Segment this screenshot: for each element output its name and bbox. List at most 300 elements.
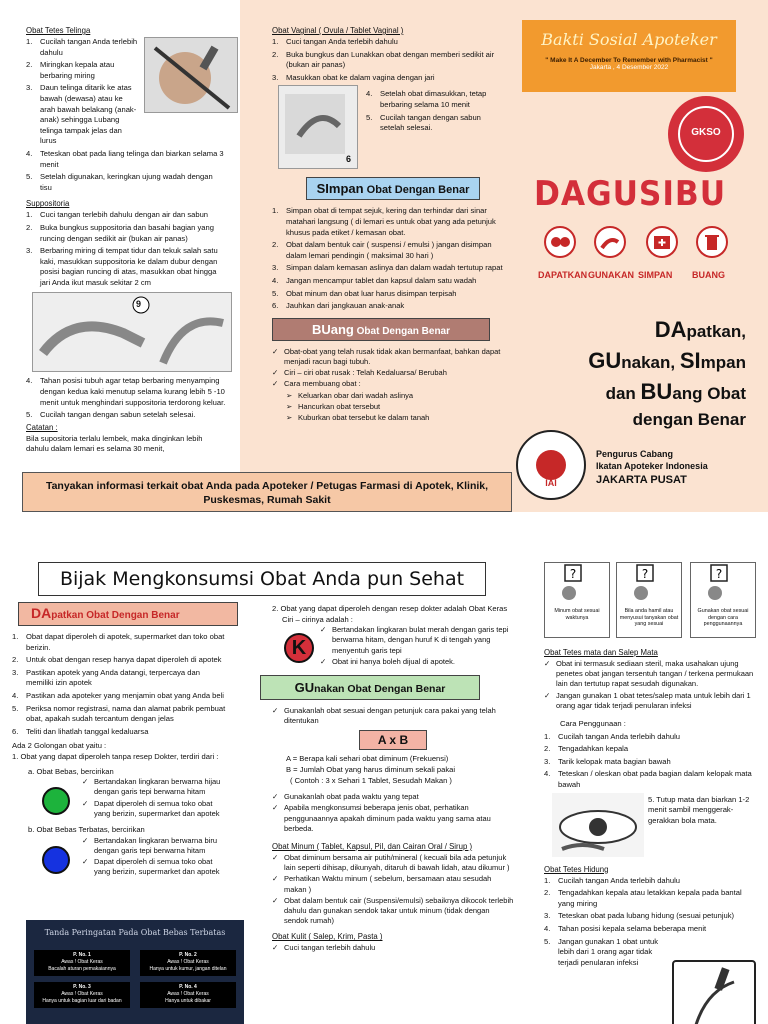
item-text: Obat dalam bentuk cair ( suspensi / emulsi ) jangan disimpan dalam lemari pendingin ( maksimal 30 hari ): [286, 240, 492, 260]
illustration-number: 9: [136, 299, 142, 310]
column-use: [240, 600, 528, 1024]
item-text: Apabila mengkonsumsi beberapa jenis obat, perhatikan penggunaannya apakah diminum pada waktu yang sama atau berbeda.: [284, 803, 491, 833]
list-item: [26, 37, 138, 58]
arrow-bullet-icon: ➢: [286, 390, 293, 400]
advice-box: [616, 562, 682, 638]
warning-card: [34, 950, 130, 976]
list-item: [82, 777, 226, 797]
item-number: 2.: [544, 744, 551, 754]
advice-box: [544, 562, 610, 638]
tag2-rest2: mpan: [700, 353, 746, 372]
item-text: Obat-obat yang telah rusak tidak akan bermanfaat, bahkan dapat menjadi racun bagi tubuh.: [284, 346, 501, 366]
iai-line2: Ikatan Apoteker Indonesia: [596, 461, 708, 471]
advice-box: [690, 562, 756, 638]
item-text: Obat ini hanya boleh dijual di apotek.: [332, 656, 456, 666]
list-item: [272, 853, 514, 873]
note-title: Catatan :: [26, 422, 58, 432]
warning-card-line: P. No. 4: [179, 984, 197, 990]
dapatkan-big: DA: [31, 605, 52, 621]
check-icon: ✓: [82, 798, 89, 808]
item-number: 4.: [366, 89, 373, 99]
item-text: Cucilah tangan Anda terlebih dahulu: [558, 875, 681, 885]
keras-items: [320, 625, 514, 667]
warning-signs-panel: [26, 920, 244, 1024]
iai-block: [512, 428, 748, 508]
bebas-title: a. Obat Bebas, bercirikan: [28, 766, 114, 776]
check-icon: ✓: [544, 659, 551, 668]
simpan-rest: Obat Dengan Benar: [363, 184, 470, 197]
list-item: [366, 89, 496, 110]
dagusibu-wordmark: DAGUSIBU: [534, 174, 727, 214]
ear-steps: [26, 37, 138, 147]
item-number: 1.: [26, 37, 33, 46]
item-number: 1.: [544, 875, 551, 885]
check-icon: ✓: [544, 690, 551, 700]
axb-box: A x B: [359, 730, 427, 750]
ear-drop-illustration: [144, 37, 238, 113]
tag2-rest: nakan,: [621, 353, 680, 372]
item-text: Perhatikan Waktu minum ( sebelum, bersamaan atau sesudah makan ): [284, 874, 492, 894]
iai-logo-text: IAI: [545, 478, 557, 488]
axb-a: A = Berapa kali sehari obat diminum (Frekuensi): [286, 754, 449, 764]
item-text: Miringkan kepala atau berbaring miring: [40, 60, 115, 80]
event-banner: [522, 20, 736, 92]
svg-text:?: ?: [715, 567, 723, 581]
list-item: [26, 60, 138, 81]
check-icon: ✓: [82, 856, 89, 866]
list-item: [320, 625, 514, 656]
item-number: 6.: [12, 726, 19, 736]
skin-items: [272, 943, 514, 953]
item-number: 2.: [26, 60, 33, 70]
dagusibu-label: BUANG: [692, 270, 725, 280]
list-item: [544, 937, 668, 969]
item-number: 6.: [272, 301, 279, 311]
item-text: Obat ini termasuk sediaan steril, maka usahakan ujung penetes obat jangan tersentuh tangan / terkena permukaan lain dan tertutup rapat sesudah digunakan.: [556, 659, 754, 689]
item-text: Pastikan ada apoteker yang menjamin obat yang Anda beli: [26, 690, 224, 700]
item-text: Keluarkan obar dari wadah aslinya: [298, 390, 414, 400]
note-text: Bila supositoria terlalu lembek, maka dinginkan lebih dahulu dalam lemari es selama 30 menit,: [26, 433, 203, 454]
advice-caption: Gunakan obat sesuai dengan cara penggunaannya: [697, 608, 749, 628]
item-number: 5.: [26, 410, 33, 420]
item-text: Gunakanlah obat pada waktu yang tepat: [284, 792, 419, 802]
check-icon: ✓: [272, 803, 279, 813]
vaginal-steps: [272, 37, 514, 83]
warning-card-line: Hanya untuk kumur, jangan ditelan: [149, 966, 227, 972]
suppository-illustration: [32, 292, 232, 372]
ear-title: Obat Tetes Telinga: [26, 26, 91, 35]
list-item: [82, 857, 226, 877]
warning-card-line: Awas ! Obat Keras: [61, 991, 103, 997]
illustration-number: 6: [345, 154, 351, 165]
item-text: Simpan dalam kemasan aslinya dan dalam wadah tertutup rapat: [286, 263, 503, 273]
tag2-big2: SI: [679, 348, 701, 373]
list-item: [544, 659, 754, 690]
item-text: Teliti dan lihatlah tanggal kedaluarsa: [26, 726, 149, 736]
item-number: 4.: [544, 769, 551, 779]
item-text: Daun telinga ditarik ke atas bawah (dewasa) atau ke arah bawah belakang (anak-anak) sehingga Lubang telinga tampak jelas dan lurus: [40, 83, 137, 146]
list-item: [26, 172, 226, 193]
use-items-continued: [272, 792, 514, 834]
tag3-big: BU: [640, 379, 673, 404]
hand-pill-icon: [594, 226, 626, 258]
item-text: Jangan mencampur tablet dan kapsul dalam satu wadah: [286, 275, 477, 285]
green-circle-icon: [42, 787, 70, 815]
item-text: Buka bungkus dan Lunakkan obat dengan memberi sedikit air (bukan air panas): [286, 49, 495, 70]
check-icon: ✓: [272, 346, 279, 356]
list-item: [272, 896, 514, 927]
dagusibu-label: DAPATKAN: [538, 270, 588, 280]
simpan-header: [272, 177, 514, 200]
item-text: Hancurkan obat tersebut: [298, 401, 381, 411]
item-number: 1.: [272, 206, 279, 216]
dapatkan-header: [18, 602, 238, 626]
list-item: [366, 113, 496, 134]
item-text: Tahan posisi kepala selama beberapa menit: [558, 923, 707, 933]
item-text: Tengadahkan kepala: [558, 744, 629, 754]
item-text: Cuci tangan Anda terlebih dahulu: [286, 37, 398, 46]
item-number: 3.: [26, 83, 33, 93]
check-icon: ✓: [272, 379, 279, 389]
gunakan-header: [260, 675, 514, 700]
list-item: [82, 799, 226, 819]
item-text: Cuci tangan terlebih dahulu dengan air dan sabun: [40, 210, 209, 220]
trash-icon: [696, 226, 728, 258]
warning-card-line: P. No. 3: [73, 984, 91, 990]
event-quote: " Make It A December To Remember with Pharmacist ": [545, 57, 713, 64]
vaginal-illustration: [278, 85, 358, 169]
pills-icon: [544, 226, 576, 258]
advice-caption: Minum obat sesuai waktunya: [554, 608, 600, 621]
k-letter: K: [291, 637, 307, 660]
warning-card-line: Awas ! Obat Keras: [167, 959, 209, 965]
list-item: [544, 888, 754, 909]
dagusibu-icons: [536, 226, 736, 266]
list-item: [544, 876, 754, 887]
list-item: [286, 413, 514, 423]
page-gap: [0, 512, 768, 548]
golongan-text: Ada 2 Golongan obat yaitu :: [12, 741, 107, 751]
item-number: 1.: [26, 210, 33, 220]
list-item: [272, 943, 514, 953]
dagusibu-label: SIMPAN: [638, 270, 673, 280]
item-number: 2.: [544, 888, 551, 898]
tag1-big: DA: [654, 317, 687, 342]
store-steps: [272, 206, 514, 311]
warning-card-line: P. No. 2: [179, 952, 197, 958]
item-text: Bertandakan lingkaran bulat merah dengan garis tepi berwarna hitam, dengan huruf K di tengah yang menyentuh garis tepi: [332, 625, 509, 655]
svg-text:?: ?: [569, 567, 577, 581]
column-eye-nose: [528, 562, 768, 1024]
warning-card-line: Awas ! Obat Keras: [167, 991, 209, 997]
iai-line1: Pengurus Cabang: [596, 449, 674, 459]
ear-steps-continued: [26, 149, 226, 193]
list-item: [12, 655, 226, 666]
list-item: [26, 83, 138, 147]
keras-ciri: Ciri – cirinya adalah :: [282, 614, 353, 624]
item-text: Kuburkan obat tersebut ke dalam tanah: [298, 412, 430, 422]
list-item: [12, 691, 226, 702]
item-number: 5.: [366, 112, 373, 122]
eye-items: [544, 659, 754, 711]
item-number: 3.: [544, 756, 551, 766]
gunakan-big: GU: [294, 680, 315, 695]
list-item: [286, 391, 514, 401]
list-item: [286, 402, 514, 412]
item-text: Periksa nomor registrasi, nama dan alamat pabrik pembuat obat, apakah sudah tercantum dengan jelas: [26, 703, 226, 724]
dispose-subitems: [286, 391, 514, 424]
check-icon: ✓: [320, 656, 327, 666]
list-item: [26, 410, 226, 421]
item-text: Jauhkan dari jangkauan anak-anak: [286, 301, 405, 311]
check-icon: ✓: [82, 777, 89, 787]
buang-rest: Obat Dengan Benar: [353, 325, 451, 337]
dispose-items: [272, 347, 514, 390]
list-item: [272, 73, 514, 84]
item-text: Obat dapat diperoleh di apotek, supermarket dan toko obat berizin.: [26, 632, 225, 652]
list-item: [272, 263, 514, 274]
item-text: Obat diminum bersama air putih/mineral ( kecuali bila ada petunjuk lain seperti dihisap, dikunyah, ditaruh di bawah lidah, atau dikumur ): [284, 853, 510, 873]
item-text: Cucilah tangan dengan sabun setelah selesai.: [380, 112, 481, 133]
suppository-title: Suppositoria: [26, 199, 70, 209]
buang-header: [272, 318, 514, 341]
item-number: 2.: [26, 222, 33, 232]
keras-intro: 2. Obat yang dapat diperoleh dengan resep dokter adalah Obat Keras: [272, 604, 508, 613]
list-item: [544, 732, 754, 743]
question-icon: [617, 563, 681, 603]
terbatas-items: [82, 836, 226, 878]
list-item: [26, 149, 226, 170]
list-item: [544, 769, 754, 790]
warning-card-line: Awas ! Obat Keras: [61, 959, 103, 965]
item-text: Tarik kelopak mata bagian bawah: [558, 756, 671, 766]
tag3-pre: dan: [605, 384, 641, 403]
axb-b: B = Jumlah Obat yang harus diminum sekali pakai: [286, 765, 456, 774]
advice-caption: Bila anda hamil atau menyusui tanyakan obat yang sesuai: [619, 608, 679, 628]
list-item: [12, 668, 226, 689]
list-item: [272, 301, 514, 312]
item-text: Jangan gunakan 1 obat untuk lebih dari 1 orang agar tidak terjadi penularan infeksi: [558, 936, 659, 967]
list-item: [272, 50, 514, 71]
column-ear-suppository: [0, 0, 240, 512]
item-number: 4.: [26, 148, 33, 158]
item-number: 3.: [26, 246, 33, 256]
suppository-steps-continued: [26, 376, 226, 420]
check-icon: ✓: [82, 835, 89, 845]
advice-boxes: [544, 562, 754, 640]
list-item: [12, 632, 226, 653]
list-item: [272, 368, 514, 378]
warning-card-line: P. No. 1: [73, 952, 91, 958]
list-item: [544, 691, 754, 711]
list-item: [12, 704, 226, 725]
list-item: [272, 206, 514, 238]
warning-card: [34, 982, 130, 1008]
item-text: Cuci tangan terlebih dahulu: [284, 943, 376, 953]
item-number: 4.: [272, 275, 279, 285]
item-text: Dapat diperoleh di semua toko obat yang berizin, supermarket dan apotek: [94, 798, 220, 818]
warning-title: Tanda Peringatan Pada Obat Bebas Terbatas: [44, 928, 226, 937]
use-items: [272, 706, 514, 726]
list-item: [26, 223, 226, 244]
question-icon: [691, 563, 755, 603]
item-text: Berbaring miring di tempat tidur dan tekuk salah satu kaki, masukkan suppositoria ke dalam dubur dengan posisi bagian runcing di atas, masukkan obat hingga jari Anda ikut masuk sekitar 2 cm: [40, 246, 218, 287]
question-icon: [545, 563, 609, 603]
nose-title: Obat Tetes Hidung: [544, 864, 609, 874]
item-number: 2.: [272, 240, 279, 250]
item-number: 5.: [544, 936, 551, 946]
blue-circle-icon: [42, 846, 70, 874]
item-number: 5.: [12, 703, 19, 713]
list-item: [272, 874, 514, 894]
check-icon: ✓: [272, 943, 279, 953]
item-text: Teteskan obat pada lubang hidung (sesuai petunjuk): [558, 911, 735, 921]
event-date: Jakarta , 4 Desember 2022: [589, 64, 669, 71]
list-item: [320, 657, 514, 667]
item-text: Teteskan obat pada liang telinga dan biarkan selama 3 menit: [40, 148, 224, 169]
axb-c: ( Contoh : 3 x Sehari 1 Tablet, Sesudah Makan ): [290, 775, 452, 785]
item-number: 4.: [544, 923, 551, 933]
item-number: 4.: [12, 690, 19, 700]
tag1-rest: patkan,: [686, 322, 746, 341]
eye-title: Obat Tetes mata dan Salep Mata: [544, 648, 658, 657]
golongan-1: 1. Obat yang dapat diperoleh tanpa resep Dokter, terdiri dari :: [12, 751, 219, 761]
item-number: 3.: [272, 263, 279, 273]
list-item: [26, 246, 226, 288]
tag4: dengan Benar: [632, 410, 746, 429]
warning-card: [140, 950, 236, 976]
item-text: Simpan obat di tempat sejuk, kering dan terhindar dari sinar matahari langsung ( di lemari es untuk obat yang ada petunjuk khusus pada etiket / kemasan obat.: [286, 206, 496, 237]
item-text: Cucilah tangan Anda terlebih dahulu: [40, 37, 138, 57]
item-number: 4.: [26, 376, 33, 386]
leaflet-inside: [0, 548, 768, 1024]
check-icon: ✓: [272, 853, 279, 862]
tag2-big: GU: [588, 348, 622, 373]
list-item: [272, 706, 514, 726]
simpan-big: SImpan: [316, 181, 364, 197]
check-icon: ✓: [272, 792, 279, 802]
item-text: Cara membuang obat :: [284, 379, 361, 389]
obtain-steps: [12, 632, 226, 737]
iai-line3: JAKARTA PUSAT: [596, 474, 687, 486]
list-item: [26, 210, 226, 221]
event-title: Bakti Sosial Apoteker: [541, 30, 717, 49]
item-number: 1.: [544, 731, 551, 741]
item-text: Pastikan apotek yang Anda datangi, terpercaya dan memiliki izin apotek: [26, 667, 200, 688]
oral-items: [272, 853, 514, 926]
list-item: [82, 836, 226, 856]
arrow-bullet-icon: ➢: [286, 412, 293, 422]
warning-card-line: Hanya untuk dibakar: [165, 998, 211, 1004]
check-icon: ✓: [320, 625, 327, 635]
inside-title-box: [38, 562, 486, 596]
tag3-rest: ang Obat: [672, 384, 746, 403]
item-text: Tengadahkan kepala atau letakkan kepala pada bantal yang miring: [558, 888, 742, 908]
list-item: [544, 924, 754, 935]
item-text: Bertandakan lingkaran berwarna hijau dengan garis tepi berwarna hitam: [94, 777, 221, 797]
terbatas-title: b. Obat Bebas Terbatas, bercirikan: [28, 824, 145, 834]
list-item: [272, 347, 514, 367]
warning-card-line: Hanya untuk bagian luar dari badan: [42, 998, 122, 1004]
skin-title: Obat Kulit ( Salep, Krim, Pasta ): [272, 932, 383, 942]
warning-card-line: Bacalah aturan pemakaiannya: [48, 966, 116, 972]
nose-drop-illustration: [672, 960, 756, 1024]
item-text: Obat dalam bentuk cair (Suspensi/emulsi) sebaiknya dikocok terlebih dahulu dan gunakan sendok takar untuk minum (tidak dengan sendok rumah): [284, 895, 514, 926]
item-text: Setelah digunakan, keringkan ujung wadah dengan tisu: [40, 172, 213, 192]
check-icon: ✓: [272, 895, 279, 905]
buang-big: BUang: [311, 321, 354, 337]
list-item: [272, 276, 514, 287]
item-text: Jangan gunakan 1 obat tetes/salep mata untuk lebih dari 1 orang agar tidak terjadi penularan infeksi: [556, 690, 751, 710]
list-item: [272, 240, 514, 261]
eye-step-5: 5. Tutup mata dan biarkan 1-2 menit sambil menggerak-gerakkan bola mata.: [648, 794, 750, 825]
item-text: Untuk obat dengan resep hanya dapat diperoleh di apotek: [26, 655, 222, 665]
warning-card: [140, 982, 236, 1008]
bebas-items: [82, 777, 226, 819]
gkso-logo: [668, 96, 744, 172]
list-item: [544, 744, 754, 755]
suppository-steps: [26, 210, 226, 288]
list-item: [26, 376, 226, 408]
eye-drop-illustration: [552, 793, 644, 857]
item-number: 5.: [26, 172, 33, 182]
item-number: 3.: [272, 72, 279, 82]
list-item: [272, 37, 514, 48]
list-item: [544, 911, 754, 922]
list-item: [544, 757, 754, 768]
item-number: 1.: [12, 632, 19, 641]
item-text: Gunakanlah obat sesuai dengan petunjuk cara pakai yang telah ditentukan: [284, 706, 496, 726]
list-item: [272, 792, 514, 802]
vaginal-steps-continued: [366, 89, 496, 135]
inside-title: Bijak Mengkonsumsi Obat Anda pun Sehat: [59, 568, 465, 590]
item-text: Obat minum dan obat luar harus disimpan terpisah: [286, 288, 457, 298]
item-text: Dapat diperoleh di semua toko obat yang berizin, supermarket dan apotek: [94, 856, 220, 877]
item-text: Bertandakan lingkaran berwarna biru dengan garis tepi berwarna hitam: [94, 835, 217, 855]
arrow-bullet-icon: ➢: [286, 401, 293, 411]
iai-logo: [516, 430, 586, 500]
item-number: 1.: [272, 37, 279, 46]
item-text: Cucilah tangan Anda terlebih dahulu: [558, 731, 681, 741]
item-text: Buka bungkus suppositoria dan basahi bagian yang runcing dengan sedikit air (bukan air panas): [40, 222, 214, 243]
item-number: 3.: [12, 667, 19, 677]
item-text: Tahan posisi tubuh agar tetap berbaring menyamping dengan kedua kaki menutup selama kurang lebih 5 -10 menit untuk menghindari suppositoria terdorong keluar.: [40, 376, 226, 407]
item-text: Masukkan obat ke dalam vagina dengan jari: [286, 72, 435, 82]
oral-title: Obat Minum ( Tablet, Kapsul, Pil, dan Cairan Oral / Sirup ): [272, 842, 473, 851]
medkit-icon: [646, 226, 678, 258]
info-banner-text: Tanyakan informasi terkait obat Anda pada Apoteker / Petugas Farmasi di Apotek, Klinik, Puskesmas, Rumah Sakit: [45, 480, 489, 506]
item-text: Teteskan / oleskan obat pada bagian dalam kelopak mata bawah: [558, 769, 752, 789]
info-banner: [22, 472, 512, 512]
list-item: [272, 379, 514, 389]
gunakan-rest: nakan Obat Dengan Benar: [314, 683, 446, 695]
vaginal-title: Obat Vaginal ( Ovula / Tablet Vaginal ): [272, 26, 404, 35]
item-number: 2.: [272, 49, 279, 59]
item-number: 3.: [544, 911, 551, 921]
check-icon: ✓: [272, 368, 279, 378]
list-item: [272, 289, 514, 300]
red-k-circle-icon: [284, 633, 314, 663]
item-number: 5.: [272, 288, 279, 298]
list-item: [272, 803, 514, 834]
nose-steps: [544, 876, 754, 969]
eye-steps: [544, 732, 754, 791]
tagline: [540, 316, 746, 431]
item-number: 2.: [12, 655, 19, 665]
check-icon: ✓: [272, 874, 279, 884]
item-text: Cucilah tangan dengan sabun setelah selesai.: [40, 410, 196, 420]
check-icon: ✓: [272, 706, 279, 715]
